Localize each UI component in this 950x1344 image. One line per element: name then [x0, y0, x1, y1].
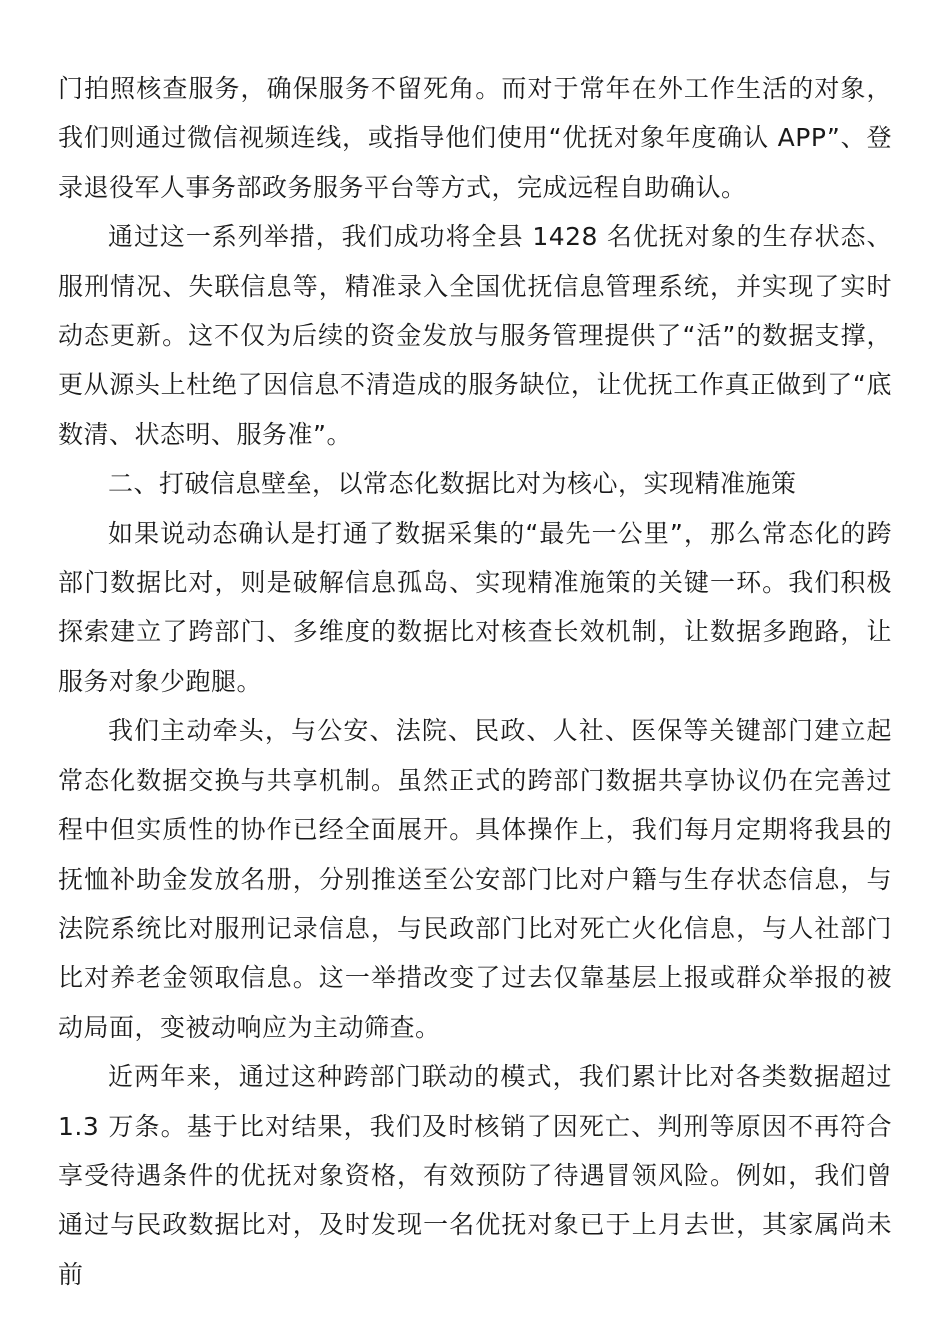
paragraph-4: 我们主动牵头，与公安、法院、民政、人社、医保等关键部门建立起常态化数据交换与共享机制。虽然正式的跨部门数据共享协议仍在完善过程中但实质性的协作已经全面展开。具体操作上，我们每月定期将我县的抚恤补助金发放名册，分别推送至公安部门比对户籍与生存状态信息，与法院系统比对服刑记录信息，与民政部门比对死亡火化信息，与人社部门比对养老金领取信息。这一举措改变了过去仅靠基层上报或群众举报的被动局面，变被动响应为主动筛查。 — [58, 716, 892, 1042]
paragraph-3: 如果说动态确认是打通了数据采集的“最先一公里”，那么常态化的跨部门数据比对，则是破解信息孤岛、实现精准施策的关键一环。我们积极探索建立了跨部门、多维度的数据比对核查长效机制，让数据多跑路，让服务对象少跑腿。 — [58, 518, 892, 696]
paragraph-2: 通过这一系列举措，我们成功将全县 1428 名优抚对象的生存状态、服刑情况、失联信息等，精准录入全国优抚信息管理系统，并实现了实时动态更新。这不仅为后续的资金发放与服务管理提供了“活”的数据支撑，更从源头上杜绝了因信息不清造成的服务缺位，让优抚工作真正做到了“底数清、状态明、服务准”。 — [58, 222, 892, 449]
section-heading-2: 二、打破信息壁垒，以常态化数据比对为核心，实现精准施策 — [108, 469, 797, 499]
document-body — [58, 64, 892, 1299]
paragraph-1: 门拍照核查服务，确保服务不留死角。而对于常年在外工作生活的对象，我们则通过微信视频连线，或指导他们使用“优抚对象年度确认 APP”、登录退役军人事务部政务服务平台等方式，完成远程自助确认。 — [58, 74, 892, 202]
paragraph-5: 近两年来，通过这种跨部门联动的模式，我们累计比对各类数据超过 1.3 万条。基于比对结果，我们及时核销了因死亡、判刑等原因不再符合享受待遇条件的优抚对象资格，有效预防了待遇冒领风险。例如，我们曾通过与民政数据比对，及时发现一名优抚对象已于上月去世，其家属尚未前 — [58, 1062, 892, 1289]
